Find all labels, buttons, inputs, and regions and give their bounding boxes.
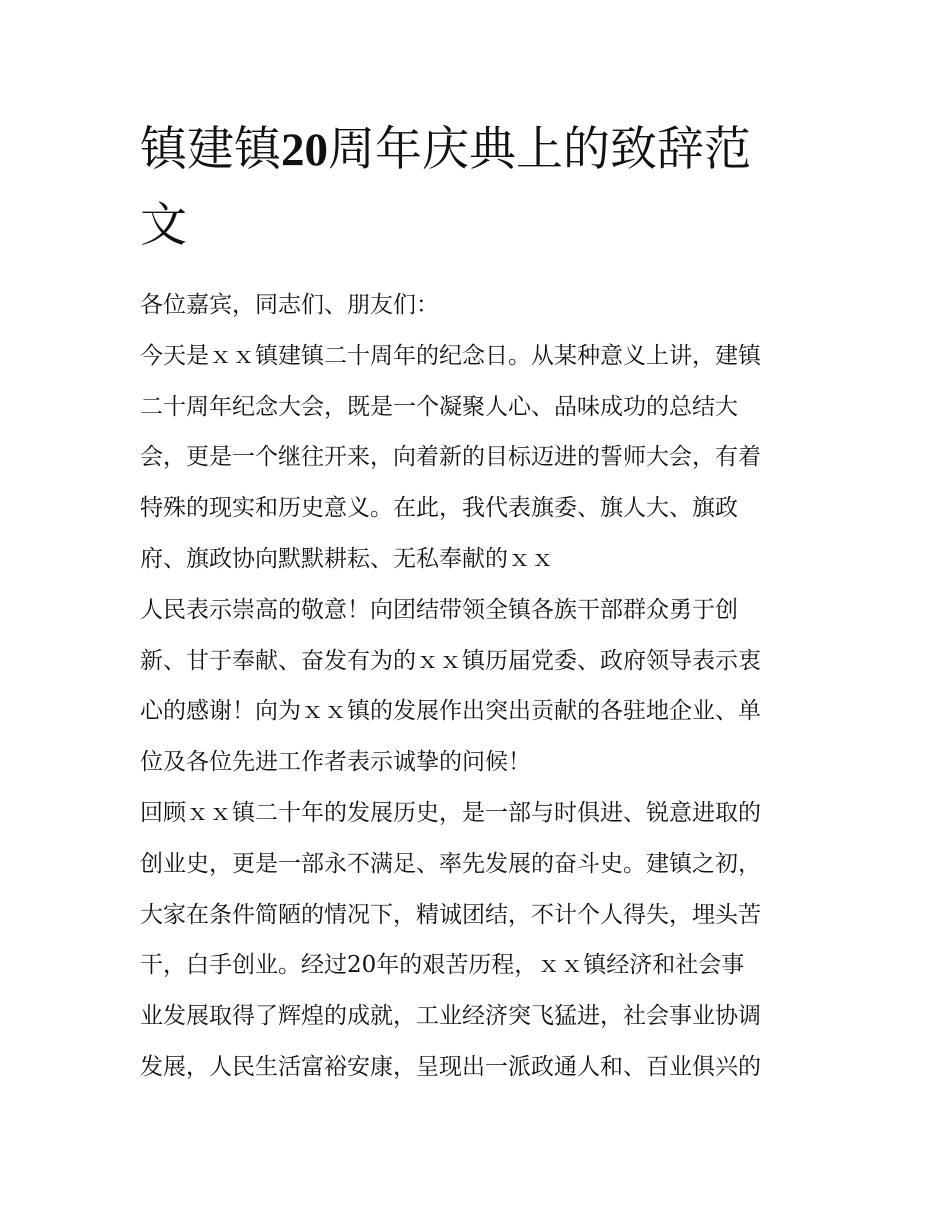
body-line: 创业史，更是一部永不满足、率先发展的奋斗史。建镇之初， [140,850,761,877]
body-line: 大家在条件简陋的情况下，精诚团结，不计个人得失，埋头苦 [140,901,761,928]
title-line-2: 文 [140,198,187,253]
salutation: 各位嘉宾，同志们、朋友们： [140,292,439,318]
body-line: 业发展取得了辉煌的成就，工业经济突飞猛进，社会事业协调 [140,1003,761,1030]
body-line: 新、甘于奉献、奋发有为的ｘｘ镇历届党委、政府领导表示衷 [140,647,761,674]
body-line: 今天是ｘｘ镇建镇二十周年的纪念日。从某种意义上讲，建镇 [140,342,761,369]
body-line: 特殊的现实和历史意义。在此，我代表旗委、旗人大、旗政 [140,495,738,522]
document-body [140,280,830,1093]
body-line: 二十周年纪念大会，既是一个凝聚人心、品味成功的总结大 [140,393,738,420]
body-line: 府、旗政协向默默耕耘、无私奉献的ｘｘ [140,545,554,572]
title-line-1: 镇建镇20周年庆典上的致辞范 [140,122,751,177]
body-line: 会，更是一个继往开来，向着新的目标迈进的誓师大会，有着 [140,444,761,471]
body-line: 发展，人民生活富裕安康，呈现出一派政通人和、百业俱兴的 [140,1053,761,1080]
document-title [140,112,820,264]
body-line: 位及各位先进工作者表示诚挚的问候！ [140,749,531,776]
body-line: 人民表示崇高的敬意！向团结带领全镇各族干部群众勇于创 [140,596,738,623]
body-line: 回顾ｘｘ镇二十年的发展历史，是一部与时俱进、锐意进取的 [140,799,761,826]
body-line: 干，白手创业。经过20年的艰苦历程，ｘｘ镇经济和社会事 [140,952,745,979]
body-line: 心的感谢！向为ｘｘ镇的发展作出突出贡献的各驻地企业、单 [140,698,761,725]
